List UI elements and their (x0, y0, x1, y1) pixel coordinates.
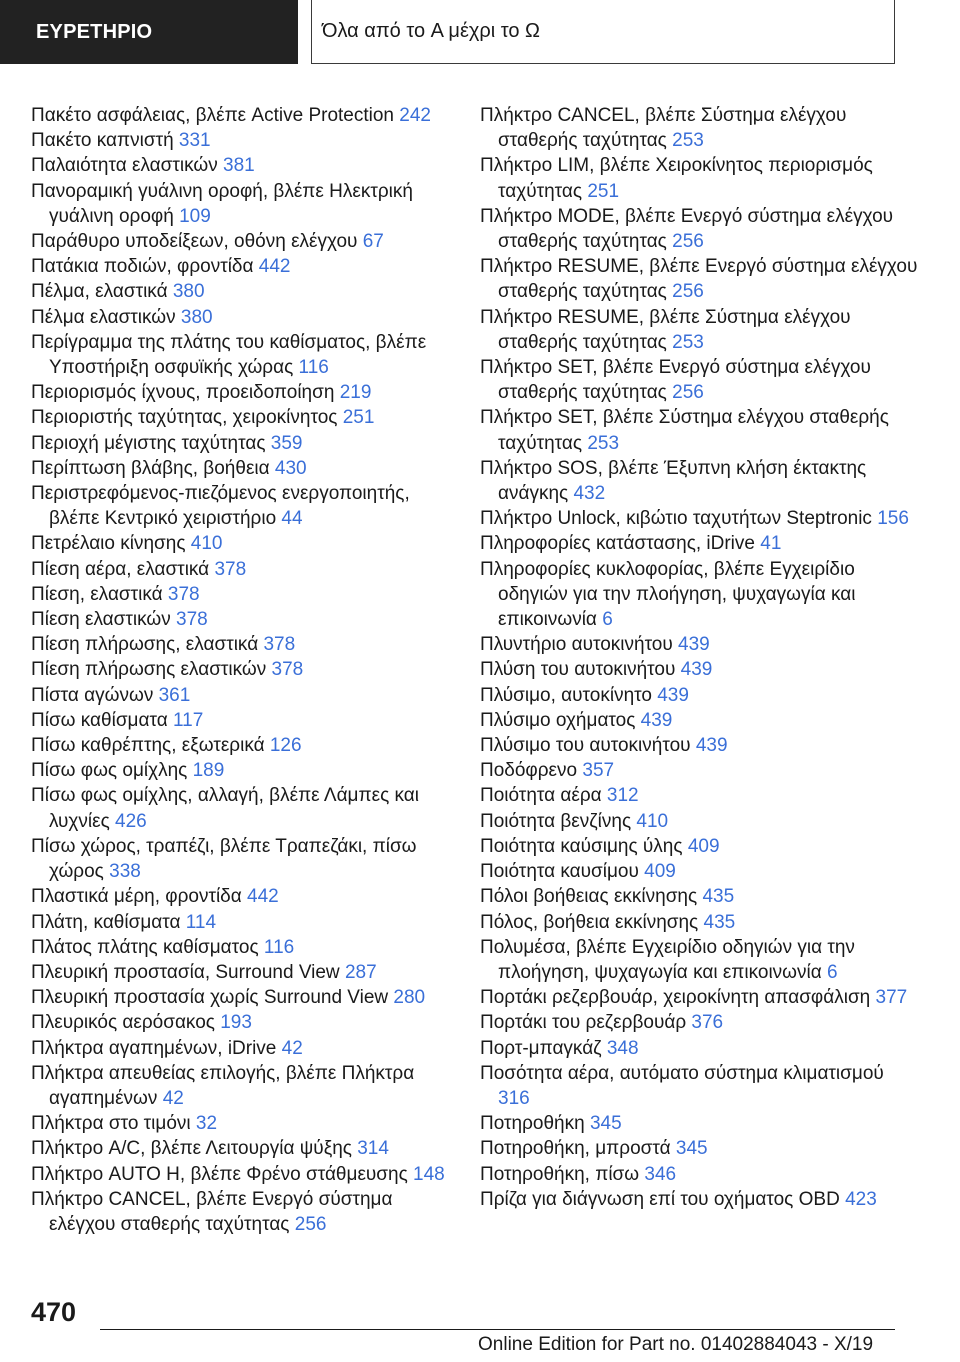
page-link[interactable]: 148 (413, 1163, 445, 1185)
page-link[interactable]: 435 (702, 886, 735, 908)
page-link[interactable]: 253 (672, 130, 704, 152)
index-entry (31, 683, 451, 708)
page-link[interactable]: 432 (573, 483, 606, 505)
page-link[interactable]: 423 (845, 1188, 877, 1210)
page-link[interactable]: 378 (263, 634, 296, 656)
index-entry (480, 910, 920, 935)
page-header (0, 0, 960, 64)
index-entry (480, 859, 920, 884)
page-link[interactable]: 442 (258, 256, 291, 278)
index-term: Περίγραμμα της πλάτης του καθίσματος, βλέπε Υποστήριξη οσφυϊκής χώρας (31, 331, 427, 379)
page-link[interactable]: 410 (190, 533, 223, 555)
page-link[interactable]: 6 (602, 609, 613, 631)
index-term: Πέλμα ελαστικών (31, 306, 176, 328)
page-link[interactable]: 253 (672, 331, 704, 353)
page-link[interactable]: 109 (179, 205, 211, 227)
index-term: Περιοχή μέγιστης ταχύτητας (31, 432, 266, 454)
index-entry (31, 1111, 451, 1136)
index-term: Πλήκτρο AUTO H, βλέπε Φρένο στάθμευσης (31, 1163, 408, 1185)
index-term: Περιορισμός ίχνους, προειδοποίηση (31, 382, 335, 404)
page-link[interactable]: 380 (172, 281, 205, 303)
index-entry (31, 935, 451, 960)
index-term: Ποιότητα βενζίνης (480, 810, 632, 832)
index-entry (31, 103, 451, 128)
index-entry (31, 783, 451, 833)
page-link[interactable]: 316 (498, 1087, 530, 1109)
index-entry (31, 380, 451, 405)
index-term: Πακέτο ασφάλειας, βλέπε Active Protection (31, 105, 394, 126)
page-link[interactable]: 378 (167, 583, 200, 605)
page-link[interactable]: 435 (703, 911, 736, 933)
index-entry (480, 1187, 920, 1212)
index-entry (480, 456, 920, 506)
index-entry (31, 582, 451, 607)
index-entry (480, 557, 920, 633)
index-term: Πίεση πλήρωσης ελαστικών (31, 659, 267, 681)
page-link[interactable]: 126 (269, 735, 302, 757)
index-term: Πλάτη, καθίσματα (31, 911, 181, 933)
page-link[interactable]: 312 (606, 785, 639, 807)
index-entry (480, 1162, 920, 1187)
index-term: Ποσότητα αέρα, αυτόματο σύστημα κλιματισμού (480, 1062, 884, 1084)
index-term: Ποιότητα καύσιμης ύλης (480, 835, 683, 857)
page-link[interactable]: 116 (298, 357, 329, 379)
index-entry (480, 355, 920, 405)
index-term: Πλήκτρο A/C, βλέπε Λειτουργία ψύξης (31, 1138, 352, 1160)
index-term: Πληροφορίες κυκλοφορίας, βλέπε Εγχειρίδιο οδηγιών για την πλοήγηση, ψυχαγωγία και επικοινωνία (480, 558, 856, 631)
page-link[interactable]: 256 (672, 281, 704, 303)
page-link[interactable]: 41 (760, 533, 782, 555)
page-link[interactable]: 193 (220, 1012, 252, 1034)
index-entry (480, 935, 920, 985)
footer-divider (100, 1329, 895, 1330)
page-link[interactable]: 439 (680, 659, 713, 681)
page-link[interactable]: 378 (176, 609, 208, 631)
index-term: Πλήκτρα απευθείας επιλογής, βλέπε Πλήκτρα αγαπημένων (31, 1062, 415, 1109)
index-term: Πλαστικά μέρη, φροντίδα (31, 886, 242, 908)
page-link[interactable]: 439 (678, 634, 710, 656)
index-entry (480, 884, 920, 909)
index-entry (31, 960, 451, 985)
page-link[interactable]: 345 (675, 1138, 708, 1160)
index-term: Πλευρική προστασία, Surround View (31, 961, 340, 983)
index-term: Πίεση αέρα, ελαστικά (31, 558, 210, 580)
page-link[interactable]: 32 (195, 1113, 218, 1135)
index-term: Πλήκτρο Unlock, κιβώτιο ταχυτήτων Steptronic (480, 508, 872, 530)
index-entry (31, 834, 451, 884)
section-subtitle: Όλα από το A μέχρι το Ω (311, 0, 895, 64)
index-entry (31, 1036, 451, 1061)
index-term: Πορτάκι του ρεζερβουάρ (480, 1012, 687, 1034)
index-entry (31, 153, 451, 178)
index-entry (480, 153, 920, 203)
index-entry (31, 128, 451, 153)
index-entry (31, 1061, 451, 1111)
index-entry (480, 1136, 920, 1161)
index-entry (480, 708, 920, 733)
page-link[interactable]: 345 (589, 1113, 622, 1135)
page-link[interactable]: 219 (339, 382, 372, 404)
page-link[interactable]: 6 (827, 961, 838, 983)
index-term: Ποιότητα καυσίμου (480, 861, 639, 883)
page-link[interactable]: 42 (281, 1037, 303, 1059)
index-term: Πλήκτρο SET, βλέπε Ενεργό σύστημα ελέγχου σταθερής ταχύτητας (480, 357, 871, 404)
index-entry (31, 1162, 451, 1187)
index-entry (31, 557, 451, 582)
index-term: Πακέτο καπνιστή (31, 130, 174, 152)
page-link[interactable]: 256 (672, 382, 704, 404)
index-entry (480, 809, 920, 834)
page-link[interactable]: 381 (223, 155, 255, 177)
page-link[interactable]: 377 (875, 987, 908, 1009)
index-entry (480, 204, 920, 254)
index-term: Παράθυρο υποδείξεων, οθόνη ελέγχου (31, 231, 358, 253)
index-column-right (480, 103, 920, 1212)
index-term: Περιστρεφόμενος-πιεζόμενος ενεργοποιητής, βλέπε Κεντρικό χειριστήριο (31, 483, 410, 530)
index-entry (480, 1036, 920, 1061)
index-entry (31, 910, 451, 935)
edition-note: Online Edition for Part no. 01402884043 - X/19 (478, 1334, 874, 1355)
index-term: Πίεση πλήρωσης, ελαστικά (31, 634, 259, 656)
index-term: Πορτ-μπαγκάζ (480, 1037, 602, 1059)
index-term: Πέλμα, ελαστικά (31, 281, 168, 303)
index-entry (480, 531, 920, 556)
index-entry (31, 632, 451, 657)
page-link[interactable]: 116 (263, 936, 295, 958)
index-entry (31, 481, 451, 531)
index-term: Πλήκτρα αγαπημένων, iDrive (31, 1037, 277, 1059)
index-term: Πολυμέσα, βλέπε Εγχειρίδιο οδηγιών για την πλοήγηση, ψυχαγωγία και επικοινωνία (480, 936, 855, 983)
page-link[interactable]: 114 (185, 911, 217, 933)
index-term: Πίσω φως ομίχλης (31, 760, 188, 782)
index-term: Πλήκτρο CANCEL, βλέπε Ενεργό σύστημα ελέγχου σταθερής ταχύτητας (31, 1188, 393, 1235)
index-term: Πλήκτρο MODE, βλέπε Ενεργό σύστημα ελέγχου σταθερής ταχύτητας (480, 205, 894, 253)
page-link[interactable]: 251 (587, 180, 620, 202)
index-term: Πλήκτρο SOS, βλέπε Έξυπνη κλήση έκτακτης ανάγκης (480, 457, 867, 505)
page-link[interactable]: 439 (695, 735, 728, 757)
index-term: Πλήκτρο LIM, βλέπε Χειροκίνητος περιορισμός ταχύτητας (480, 155, 873, 202)
page-link[interactable]: 409 (644, 861, 676, 883)
page-link[interactable]: 430 (274, 457, 307, 479)
page-link[interactable]: 346 (644, 1163, 677, 1185)
index-term: Πανοραμική γυάλινη οροφή, βλέπε Ηλεκτρική γυάλινη οροφή (31, 180, 413, 227)
index-term: Πίσω καθίσματα (31, 709, 168, 731)
page-link[interactable]: 361 (158, 684, 191, 706)
page-link[interactable]: 253 (587, 432, 620, 454)
page-link[interactable]: 44 (281, 508, 303, 530)
page-link[interactable]: 380 (180, 306, 213, 328)
page-link[interactable]: 378 (271, 659, 304, 681)
index-entry (31, 1187, 451, 1237)
index-entry (480, 834, 920, 859)
page-link[interactable]: 67 (362, 231, 384, 253)
index-entry (480, 1111, 920, 1136)
page-link[interactable]: 338 (109, 861, 141, 883)
index-entry (31, 733, 451, 758)
index-entry (31, 305, 451, 330)
page-link[interactable]: 156 (877, 508, 909, 530)
index-term: Παλαιότητα ελαστικών (31, 155, 218, 177)
index-entry (480, 783, 920, 808)
page-link[interactable]: 426 (115, 810, 147, 832)
index-entry (480, 683, 920, 708)
index-entry (31, 179, 451, 229)
page-link[interactable]: 314 (357, 1138, 389, 1160)
index-term: Πλήκτρο RESUME, βλέπε Ενεργό σύστημα ελέγχου σταθερής ταχύτητας (480, 256, 918, 303)
index-term: Πίσω καθρέπτης, εξωτερικά (31, 735, 265, 757)
index-entry (31, 607, 451, 632)
page-link[interactable]: 251 (342, 407, 375, 429)
index-entry (31, 229, 451, 254)
index-term: Πίεση ελαστικών (31, 609, 171, 631)
page-link[interactable]: 42 (162, 1087, 184, 1109)
page-link[interactable]: 256 (294, 1213, 327, 1235)
index-term: Πίεση, ελαστικά (31, 583, 163, 605)
index-entry (480, 305, 920, 355)
index-term: Πρίζα για διάγνωση επί του οχήματος OBD (480, 1188, 840, 1210)
page-link[interactable]: 287 (344, 961, 377, 983)
index-term: Πλήκτρο SET, βλέπε Σύστημα ελέγχου σταθερής ταχύτητας (480, 407, 889, 454)
page-link[interactable]: 359 (270, 432, 303, 454)
page-link[interactable]: 331 (178, 130, 211, 152)
index-entry (31, 884, 451, 909)
index-term: Πλυντήριο αυτοκινήτου (480, 634, 673, 656)
page-link[interactable]: 376 (691, 1012, 724, 1034)
index-term: Πλευρικός αερόσακος (31, 1012, 215, 1034)
index-term: Πόλοι βοήθειας εκκίνησης (480, 886, 698, 908)
index-entry (31, 330, 451, 380)
index-entry (31, 254, 451, 279)
index-term: Πίστα αγώνων (31, 684, 154, 706)
index-term: Ποτηροθήκη, πίσω (480, 1163, 640, 1185)
index-entry (31, 758, 451, 783)
page-link[interactable]: 378 (214, 558, 247, 580)
index-term: Περίπτωση βλάβης, βοήθεια (31, 457, 270, 479)
index-entry (480, 758, 920, 783)
index-term: Πίσω χώρος, τραπέζι, βλέπε Τραπεζάκι, πίσω χώρος (31, 835, 417, 883)
index-term: Πλύση του αυτοκινήτου (480, 659, 676, 681)
index-entry (480, 733, 920, 758)
section-tab[interactable]: ΕΥΡΕΤΗΡΙΟ (0, 0, 298, 64)
page-link[interactable]: 189 (192, 760, 225, 782)
index-entry (31, 279, 451, 304)
page-link[interactable]: 439 (640, 709, 673, 731)
index-entry (480, 103, 920, 153)
index-entry (480, 985, 920, 1010)
index-column-left (31, 103, 451, 1237)
index-term: Ποτηροθήκη, μπροστά (480, 1138, 671, 1160)
index-entry (480, 657, 920, 682)
index-entry (31, 431, 451, 456)
index-term: Πλήκτρο CANCEL, βλέπε Σύστημα ελέγχου σταθερής ταχύτητας (480, 105, 847, 152)
page-link[interactable]: 409 (687, 835, 720, 857)
index-entry (31, 1136, 451, 1161)
index-entry (480, 405, 920, 455)
index-term: Πλήκτρο RESUME, βλέπε Σύστημα ελέγχου σταθερής ταχύτητας (480, 306, 851, 353)
index-entry (480, 254, 920, 304)
index-entry (480, 1061, 920, 1111)
index-term: Πλευρική προστασία χωρίς Surround View (31, 987, 389, 1009)
index-term: Πλάτος πλάτης καθίσματος (31, 936, 259, 958)
index-term: Ποδόφρενο (480, 760, 578, 782)
index-entry (31, 456, 451, 481)
page-link[interactable]: 357 (582, 760, 615, 782)
index-entry (31, 531, 451, 556)
index-entry (31, 708, 451, 733)
index-entry (480, 506, 920, 531)
index-term: Ποτηροθήκη (480, 1113, 585, 1135)
page-link[interactable]: 280 (393, 987, 426, 1009)
index-term: Πλύσιμο οχήματος (480, 709, 636, 731)
index-entry (31, 1010, 451, 1035)
page-link[interactable]: 348 (606, 1037, 639, 1059)
index-entry (31, 405, 451, 430)
index-term: Πίσω φως ομίχλης, αλλαγή, βλέπε Λάμπες και λυχνίες (31, 785, 419, 832)
index-term: Ποιότητα αέρα (480, 785, 602, 807)
page-link[interactable]: 117 (172, 709, 204, 731)
index-term: Πατάκια ποδιών, φροντίδα (31, 256, 254, 278)
index-entry (31, 985, 451, 1010)
index-term: Πλύσιμο, αυτοκίνητο (480, 684, 652, 706)
index-term: Πετρέλαιο κίνησης (31, 533, 186, 555)
index-term: Πληροφορίες κατάστασης, iDrive (480, 533, 755, 555)
page-link[interactable]: 410 (636, 810, 669, 832)
index-term: Πόλος, βοήθεια εκκίνησης (480, 911, 699, 933)
index-term: Πλύσιμο του αυτοκινήτου (480, 735, 691, 757)
index-term: Περιοριστής ταχύτητας, χειροκίνητος (31, 407, 338, 429)
index-term: Πλήκτρα στο τιμόνι (31, 1113, 191, 1135)
index-entry (480, 1010, 920, 1035)
index-entry (480, 632, 920, 657)
page-link[interactable]: 439 (657, 684, 689, 706)
index-entry (31, 657, 451, 682)
page-number: 470 (31, 1297, 77, 1327)
page-link[interactable]: 242 (399, 105, 431, 126)
index-term: Πορτάκι ρεζερβουάρ, χειροκίνητη απασφάλιση (480, 987, 871, 1009)
page-link[interactable]: 256 (672, 231, 704, 253)
page-link[interactable]: 442 (247, 886, 279, 908)
